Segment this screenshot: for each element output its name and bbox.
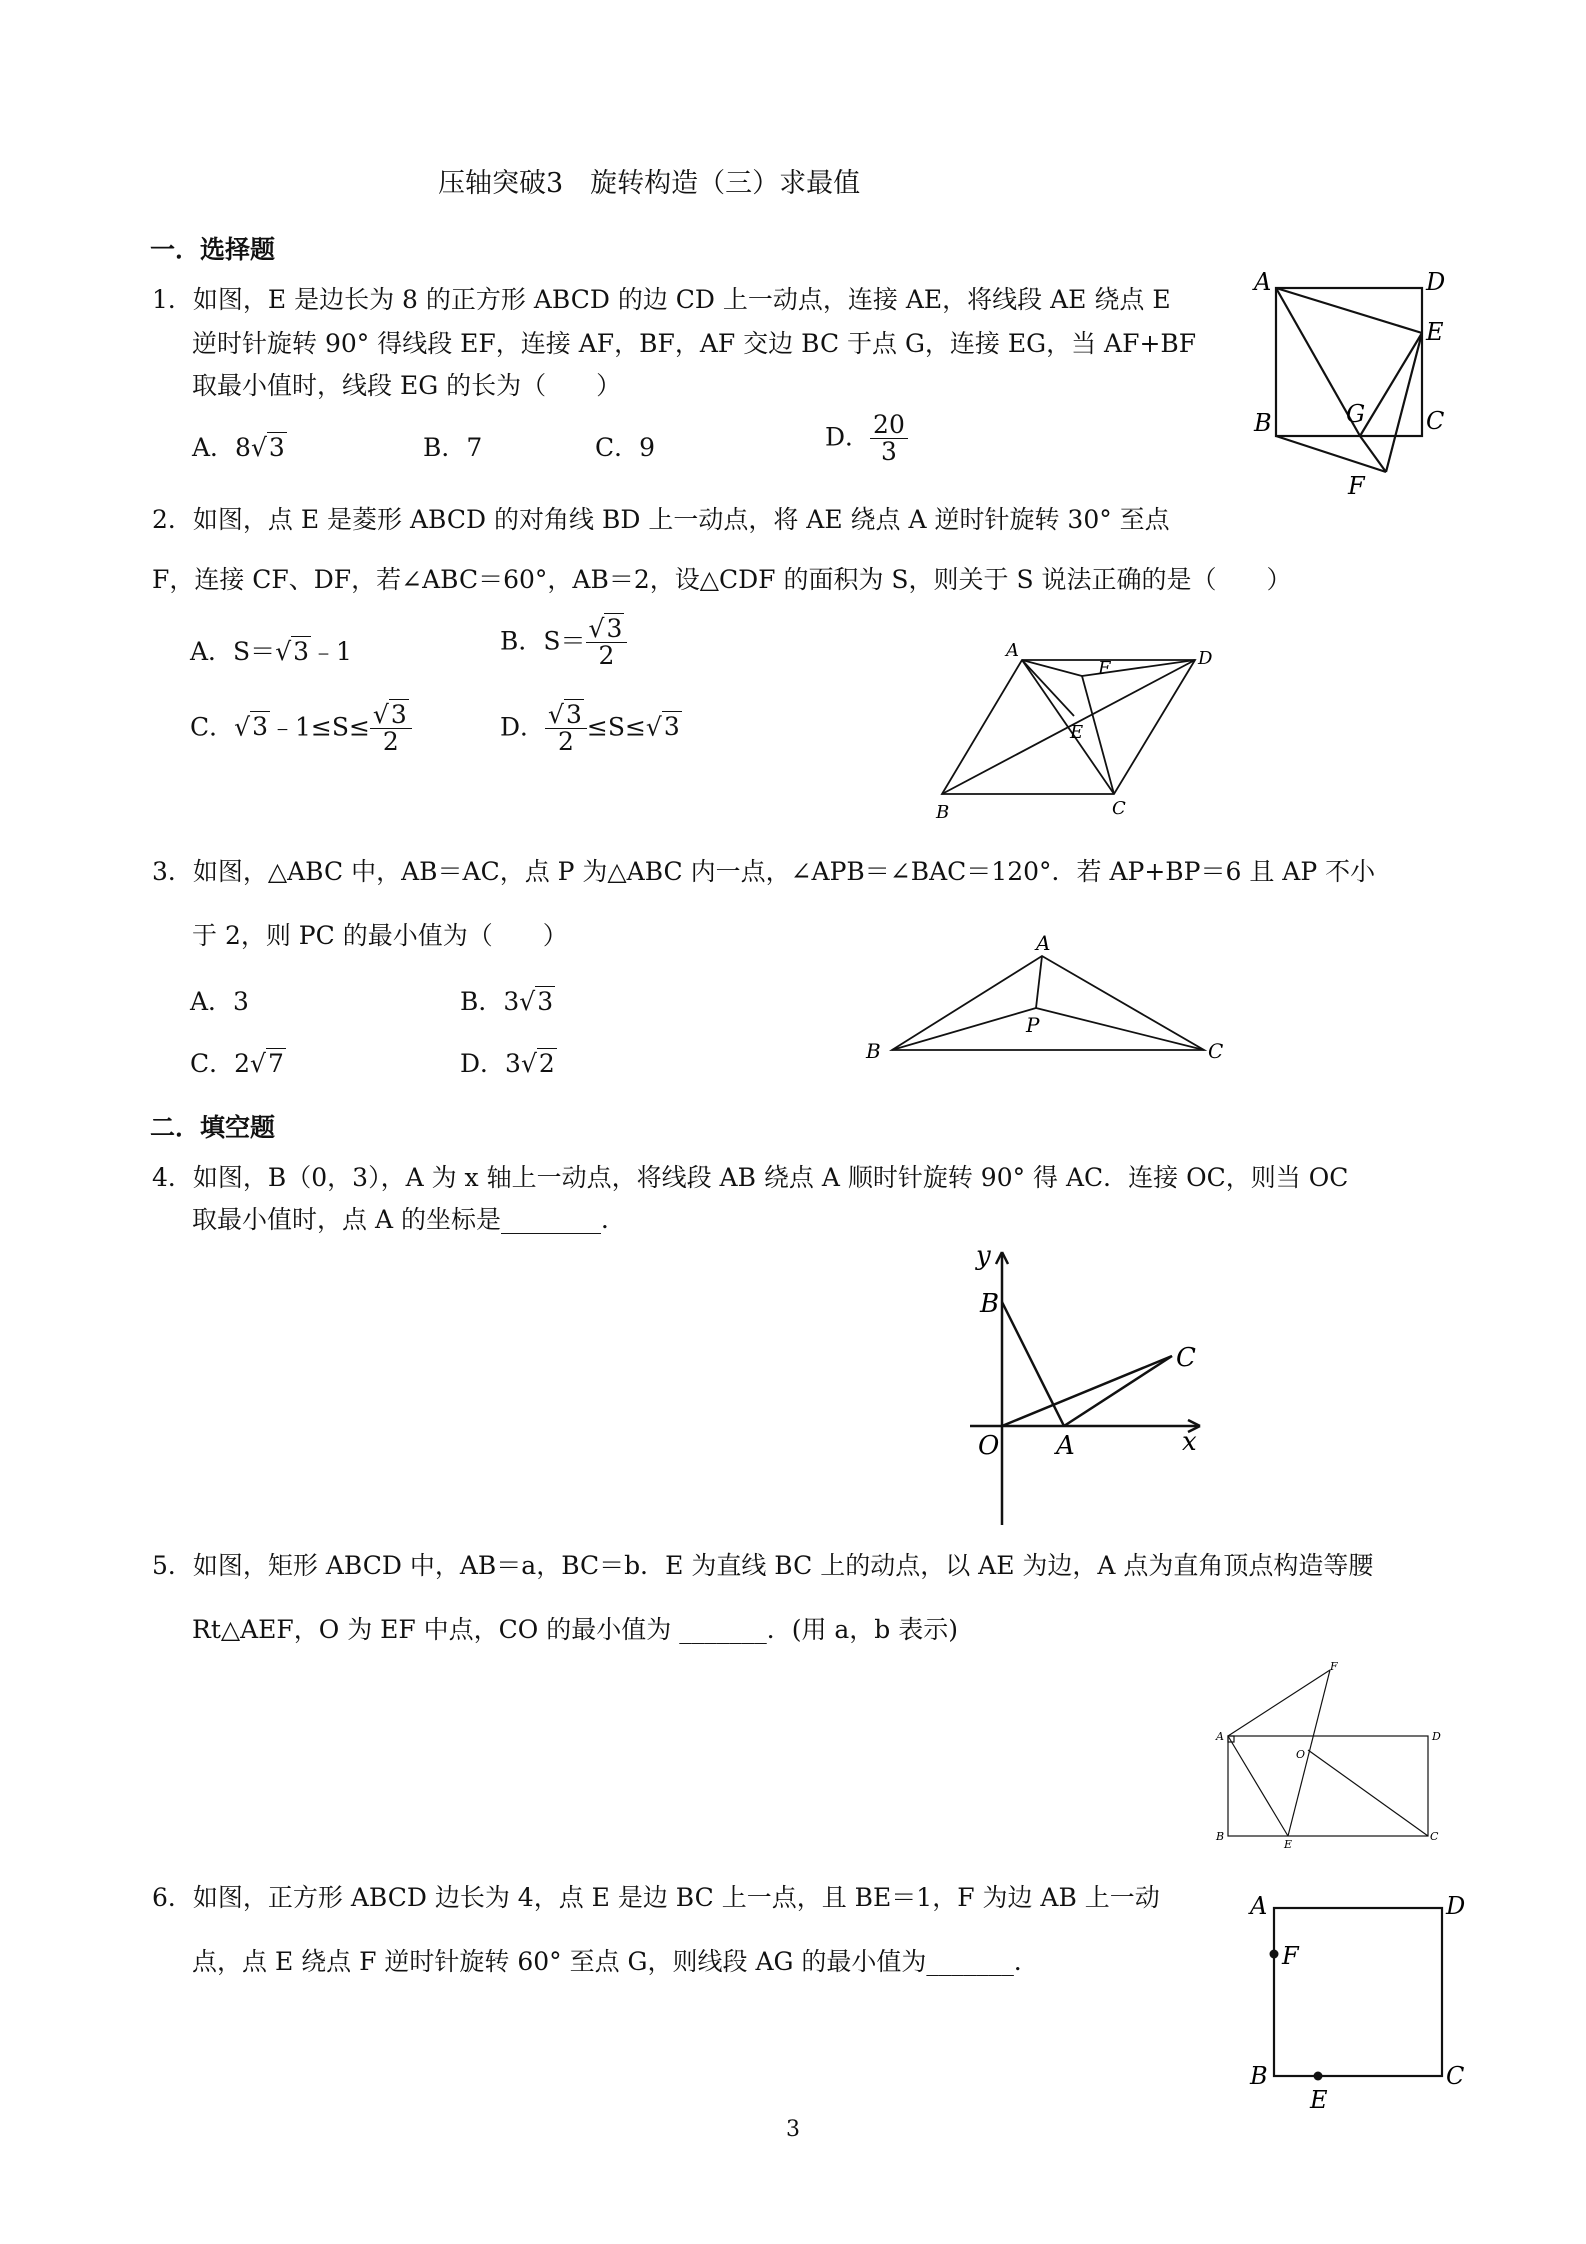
q6-square: [1274, 1908, 1442, 2076]
q1-label-c: C: [1426, 407, 1445, 435]
q1-text-line3: 取最小值时，线段 EG 的长为（ ）: [192, 371, 622, 400]
q4-label-x: x: [1182, 1427, 1197, 1457]
q5-figure: [1206, 1660, 1446, 1850]
q1-label-d: D: [1426, 268, 1446, 296]
q5-text-line1: 5．如图，矩形 ABCD 中，AB＝a，BC＝b．E 为直线 BC 上的动点，以 AE 为边，A 点为直角顶点构造等腰: [152, 1551, 1374, 1580]
q1-option-d[interactable]: D． $\frac{20}{3}$: [825, 412, 908, 466]
q3-text-line2: 于 2，则 PC 的最小值为（ ）: [192, 921, 568, 950]
q3-figure: [856, 932, 1236, 1062]
q5-label-e: E: [1284, 1838, 1293, 1850]
section-heading-fill: 二．填空题: [150, 1113, 276, 1142]
q1-label-e: E: [1426, 318, 1444, 346]
q3-label-c: C: [1208, 1039, 1224, 1062]
q1-label-a: A: [1254, 268, 1272, 296]
q2-option-b[interactable]: B．S＝ $\frac{√3}{2}$: [500, 616, 627, 670]
q6-text-line1: 6．如图，正方形 ABCD 边长为 4，点 E 是边 BC 上一点，且 BE＝1，F 为边 AB 上一动: [152, 1883, 1160, 1912]
q1-text-line1: 1．如图，E 是边长为 8 的正方形 ABCD 的边 CD 上一动点，连接 AE，将线段 AE 绕点 E: [152, 285, 1171, 314]
q3-label-b: B: [866, 1039, 881, 1062]
q5-text-line2: Rt△AEF，O 为 EF 中点，CO 的最小值为 _______．(用 a，b 表示): [192, 1615, 959, 1644]
q6-label-a: A: [1250, 1892, 1268, 1920]
q4-label-a: A: [1056, 1431, 1075, 1461]
q6-point-e: [1314, 2072, 1323, 2081]
q5-label-f: F: [1330, 1660, 1338, 1673]
q6-label-d: D: [1446, 1892, 1466, 1920]
q3-label-a: A: [1036, 932, 1051, 955]
q6-label-c: C: [1446, 2062, 1465, 2090]
section-heading-choice: 一．选择题: [150, 235, 276, 264]
q2-option-a[interactable]: A．S＝√3﹣1: [190, 637, 352, 666]
q2-text-line2: F，连接 CF、DF，若∠ABC＝60°，AB＝2，设△CDF 的面积为 S，则关于 S 说法正确的是（ ）: [152, 565, 1292, 594]
q4-label-o: O: [978, 1431, 1000, 1461]
q2-label-d: D: [1198, 648, 1213, 669]
q1-text-line2: 逆时针旋转 90° 得线段 EF，连接 AF，BF，AF 交边 BC 于点 G，连接 EG，当 AF+BF: [192, 329, 1197, 358]
q3-option-d[interactable]: D．3√2: [460, 1049, 555, 1078]
q2-label-b: B: [936, 802, 950, 822]
q5-label-c: C: [1430, 1830, 1439, 1843]
q4-label-y: y: [976, 1241, 991, 1271]
q4-figure: [960, 1240, 1220, 1530]
q1-option-b[interactable]: B．7: [423, 433, 483, 462]
q2-label-a: A: [1006, 640, 1019, 661]
q2-option-c[interactable]: C．√3﹣1≤S≤ $\frac{√3}{2}$: [190, 702, 412, 756]
q3-option-c[interactable]: C．2√7: [190, 1049, 284, 1078]
q6-label-f: F: [1282, 1942, 1299, 1970]
q5-label-d: D: [1432, 1730, 1441, 1743]
q3-option-b[interactable]: B．3√3: [460, 987, 554, 1016]
q4-label-b: B: [980, 1289, 1000, 1319]
q1-label-f: F: [1348, 472, 1365, 498]
q6-text-line2: 点，点 E 绕点 F 逆时针旋转 60° 至点 G，则线段 AG 的最小值为_______．: [192, 1947, 1039, 1976]
q4-text-line2: 取最小值时，点 A 的坐标是________．: [192, 1205, 626, 1234]
q1-label-g: G: [1346, 400, 1366, 428]
q5-label-b: B: [1216, 1830, 1225, 1843]
q2-text-line1: 2．如图，点 E 是菱形 ABCD 的对角线 BD 上一动点，将 AE 绕点 A 逆时针旋转 30° 至点: [152, 505, 1170, 534]
q6-label-e: E: [1310, 2086, 1328, 2114]
q1-option-a[interactable]: A．8√3: [192, 433, 285, 462]
q6-figure: [1240, 1880, 1480, 2120]
q3-option-a[interactable]: A．3: [190, 987, 249, 1016]
q1-option-c[interactable]: C．9: [595, 433, 656, 462]
page-number: 3: [786, 2117, 800, 2142]
q5-label-a: A: [1216, 1730, 1224, 1743]
q2-option-d[interactable]: D． $\frac{√3}{2}$ ≤S≤√3: [500, 700, 680, 757]
q3-text-line1: 3．如图，△ABC 中，AB＝AC，点 P 为△ABC 内一点，∠APB＝∠BAC＝120°．若 AP+BP＝6 且 AP 不小: [152, 857, 1376, 886]
q4-label-c: C: [1176, 1343, 1196, 1373]
page-title: 压轴突破3 旋转构造（三）求最值: [438, 168, 861, 199]
q6-label-b: B: [1250, 2062, 1268, 2090]
q1-label-b: B: [1254, 409, 1272, 437]
q1-figure: [1240, 268, 1450, 498]
q6-point-f: [1270, 1950, 1279, 1959]
q3-label-p: P: [1026, 1013, 1040, 1037]
q4-text-line1: 4．如图，B（0，3），A 为 x 轴上一动点，将线段 AB 绕点 A 顺时针旋转 90° 得 AC．连接 OC，则当 OC: [152, 1163, 1349, 1192]
q2-figure: [930, 632, 1230, 822]
q2-label-e: E: [1070, 722, 1084, 743]
q5-label-o: O: [1296, 1748, 1306, 1761]
q2-label-c: C: [1112, 798, 1126, 819]
q2-label-f: F: [1098, 658, 1111, 679]
